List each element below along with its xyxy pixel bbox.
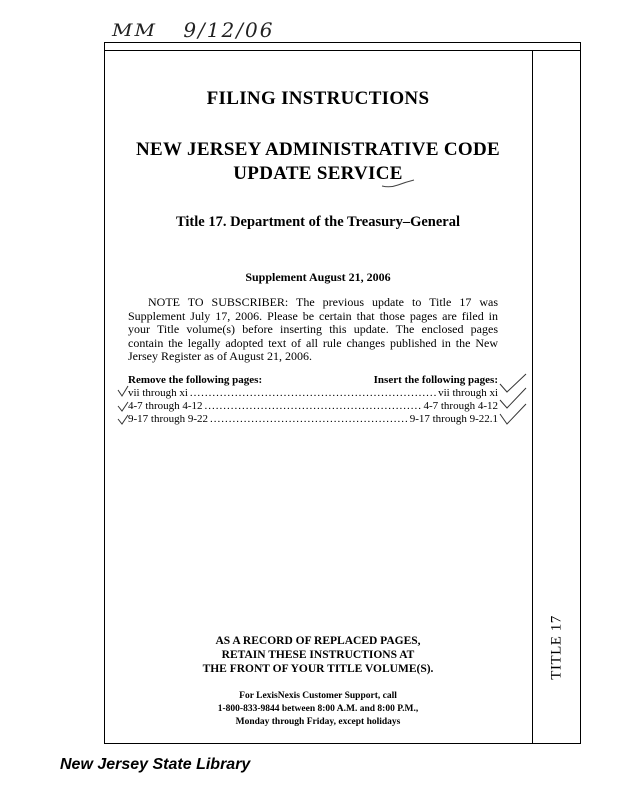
handwritten-date: 9/12/06	[183, 18, 275, 42]
support-line3: Monday through Friday, except holidays	[235, 717, 401, 727]
handwritten-check-marks-left-icon	[116, 370, 130, 426]
insert-pages: vii through xi	[438, 387, 498, 399]
page-row	[128, 400, 498, 413]
leader-dots	[210, 413, 408, 426]
remove-pages: vii through xi	[128, 387, 188, 399]
page-row	[128, 413, 498, 426]
pen-mark-icon	[380, 178, 416, 190]
handwritten-check-marks-right-icon	[498, 372, 528, 430]
page-replacement-list	[128, 374, 498, 426]
remove-pages: 4-7 through 4-12	[128, 400, 203, 412]
handwritten-annotation	[112, 18, 274, 42]
leader-dots	[190, 387, 436, 400]
page-row	[128, 387, 498, 400]
insert-header: Insert the following pages:	[373, 374, 498, 386]
spine-title: TITLE 17	[548, 614, 565, 680]
spine-label	[535, 604, 579, 690]
record-line3: THE FRONT OF YOUR TITLE VOLUME(S).	[202, 663, 434, 675]
support-line1: For LexisNexis Customer Support, call	[239, 691, 397, 701]
title-heading: Title 17. Department of the Treasury–General	[175, 214, 461, 230]
record-line2: RETAIN THESE INSTRUCTIONS AT	[221, 649, 415, 661]
support-line2: 1-800-833-9844 between 8:00 A.M. and 8:00 P.M.,	[217, 704, 419, 714]
record-instructions	[104, 634, 532, 676]
filing-instructions-heading: FILING INSTRUCTIONS	[206, 88, 430, 109]
leader-dots	[205, 400, 422, 413]
insert-pages: 4-7 through 4-12	[423, 400, 498, 412]
code-heading	[104, 138, 532, 186]
customer-support-info	[104, 690, 532, 729]
handwritten-initials: MM	[112, 19, 157, 41]
code-heading-line2: UPDATE SERVICE	[233, 163, 403, 184]
insert-pages: 9-17 through 9-22.1	[409, 413, 498, 425]
subscriber-note: NOTE TO SUBSCRIBER: The previous update to Title 17 was Supplement July 17, 2006. Please be certain that those pages are filed in your Title volume(s) before inserting this update. The enclosed pages contain the legally adopted text of all rule changes published in the New Jersey Register as of August 21, 2006.	[128, 295, 498, 364]
spine-divider	[532, 50, 533, 743]
remove-pages: 9-17 through 9-22	[128, 413, 209, 425]
record-line1: AS A RECORD OF REPLACED PAGES,	[215, 635, 421, 647]
page-list-header	[128, 374, 498, 387]
top-rule	[104, 50, 581, 51]
remove-header: Remove the following pages:	[128, 374, 263, 386]
code-heading-line1: NEW JERSEY ADMINISTRATIVE CODE	[136, 139, 500, 160]
library-stamp: New Jersey State Library	[60, 756, 251, 773]
supplement-date: Supplement August 21, 2006	[245, 270, 391, 284]
